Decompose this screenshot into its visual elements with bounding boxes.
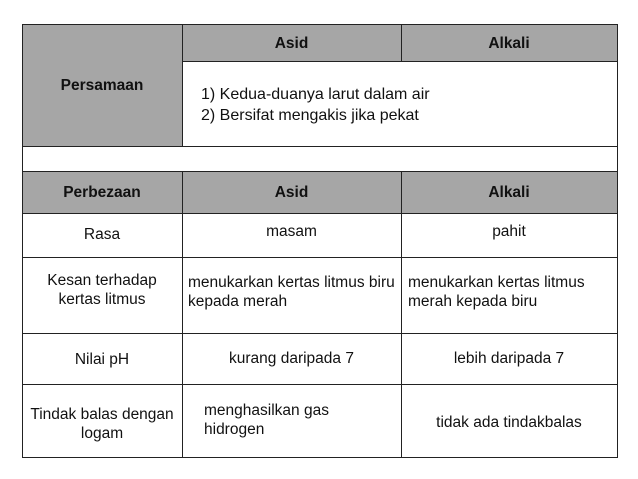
alkali-litmus: menukarkan kertas litmus merah kepada biru: [408, 273, 585, 310]
perbezaan-asid-header: Asid: [274, 184, 309, 201]
vline: [617, 24, 618, 458]
hline: [22, 146, 618, 147]
persamaan-label: Persamaan: [60, 77, 144, 94]
alkali-rasa: pahit: [492, 223, 526, 240]
row-label-logam: Tindak balas dengan logam: [30, 406, 174, 442]
row-label-litmus: Kesan terhadap kertas litmus: [47, 271, 157, 308]
perbezaan-alkali-header: Alkali: [488, 184, 530, 201]
hline: [182, 61, 618, 62]
persamaan-item: 1) Kedua-duanya larut dalam air: [201, 86, 430, 103]
asid-logam: menghasilkan gas hidrogen: [204, 402, 329, 438]
asid-litmus: menukarkan kertas litmus biru kepada merah: [188, 273, 395, 310]
alkali-column-header: Alkali: [488, 34, 530, 52]
perbezaan-label: Perbezaan: [63, 184, 141, 201]
persamaan-items: [201, 84, 611, 128]
asid-ph: kurang daripada 7: [229, 349, 354, 367]
asid-column-header: Asid: [274, 34, 309, 52]
alkali-logam: tidak ada tindakbalas: [436, 413, 582, 431]
persamaan-item: 2) Bersifat mengakis jika pekat: [201, 107, 419, 124]
hline: [22, 457, 618, 458]
asid-rasa: masam: [266, 223, 317, 240]
alkali-ph: lebih daripada 7: [453, 349, 565, 367]
row-label-rasa: Rasa: [83, 226, 121, 243]
row-label-ph: Nilai pH: [74, 350, 130, 368]
